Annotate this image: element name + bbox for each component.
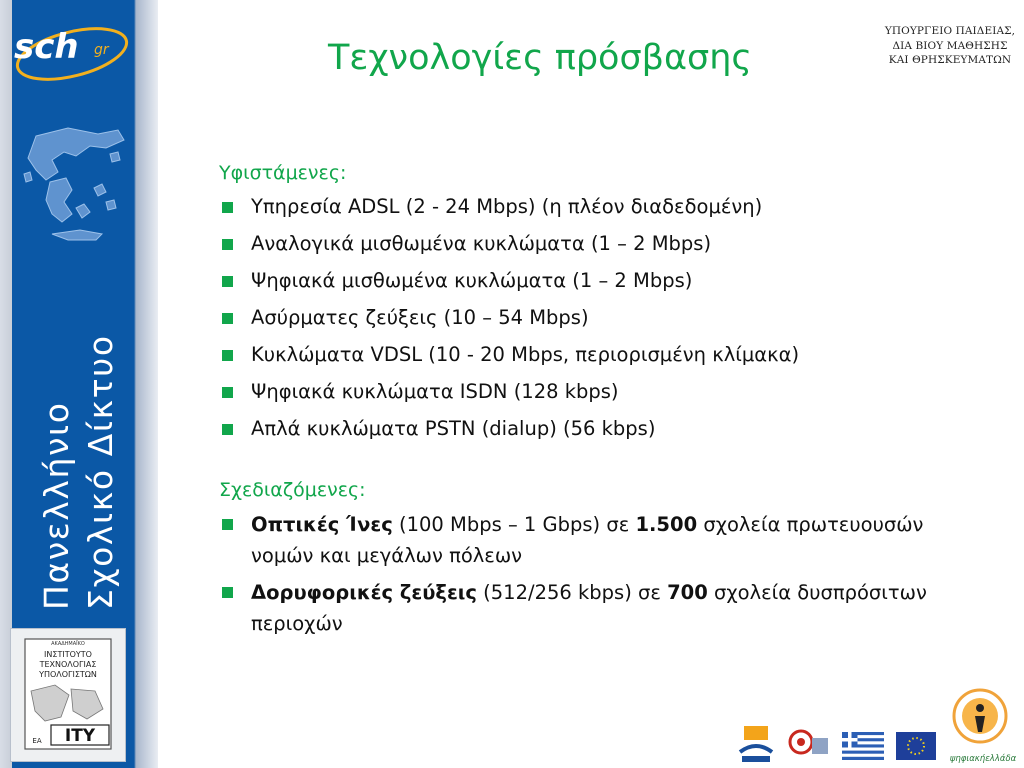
planned-item-name: Δορυφορικές ζεύξεις bbox=[251, 581, 477, 604]
greek-flag-icon bbox=[842, 732, 884, 760]
sidebar bbox=[0, 0, 158, 768]
planned-item-name: Οπτικές Ίνες bbox=[251, 513, 393, 536]
psifiaki-ellada-logo[interactable] bbox=[944, 686, 1022, 766]
bullet-icon bbox=[222, 313, 233, 324]
ministry-line2: ΔΙΑ ΒΙΟΥ ΜΑΘΗΣΗΣ bbox=[892, 39, 1008, 52]
list-item bbox=[219, 225, 939, 262]
list-item-text: Απλά κυκλώματα PSTN (dialup) (56 kbps) bbox=[251, 417, 656, 440]
existing-heading: Υφιστάμενες: bbox=[219, 162, 347, 184]
list-item bbox=[219, 299, 939, 336]
bullet-icon bbox=[222, 424, 233, 435]
list-item bbox=[219, 509, 939, 571]
bullet-icon bbox=[222, 276, 233, 287]
planned-list bbox=[219, 509, 939, 639]
bullet-icon bbox=[222, 350, 233, 361]
ity-ea: ΕΑ bbox=[32, 737, 42, 745]
ministry-line1: ΥΠΟΥΡΓΕΙΟ ΠΑΙΔΕΙΑΣ, bbox=[884, 25, 1016, 37]
ity-logo[interactable] bbox=[10, 628, 126, 762]
planned-item-desc: σχολεία πρωτευουσών νομών και μεγάλων πόλεων bbox=[251, 513, 924, 567]
list-item-text: Ασύρματες ζεύξεις (10 – 54 Mbps) bbox=[251, 306, 589, 329]
ministry-line3: ΚΑΙ ΘΡΗΣΚΕΥΜΑΤΩΝ bbox=[888, 54, 1012, 66]
sch-logo-text: sch bbox=[14, 27, 79, 67]
list-item bbox=[219, 577, 939, 639]
bullet-icon bbox=[222, 519, 233, 530]
vertical-title-line2: Σχολικό Δίκτυο bbox=[81, 334, 120, 610]
ity-code: ΙΤΥ bbox=[64, 726, 96, 746]
section-spacer bbox=[219, 447, 939, 475]
existing-list bbox=[219, 188, 939, 447]
planned-item-speed: (512/256 kbps) σε bbox=[476, 581, 668, 604]
sch-logo-suffix: gr bbox=[94, 42, 109, 58]
planned-item-count: 700 bbox=[667, 581, 708, 604]
list-item bbox=[219, 336, 939, 373]
ity-logo-graphic bbox=[11, 629, 125, 761]
list-item-text: Αναλογικά μισθωμένα κυκλώματα (1 – 2 Mbps) bbox=[251, 232, 712, 255]
list-item-text: Υπηρεσία ADSL (2 - 24 Mbps) (η πλέον διαδεδομένη) bbox=[251, 195, 763, 218]
slide-content bbox=[219, 158, 939, 645]
list-item-text: Ψηφιακά μισθωμένα κυκλώματα (1 – 2 Mbps) bbox=[251, 269, 693, 292]
bullet-icon bbox=[222, 387, 233, 398]
eu-flag-icon bbox=[896, 732, 936, 760]
ministry-header bbox=[876, 24, 1024, 68]
ity-name-line1: ΙΝΣΤΙΤΟΥΤΟ bbox=[44, 650, 92, 659]
olympic-logo-icon bbox=[736, 722, 776, 766]
greece-map-icon bbox=[6, 118, 134, 248]
list-item bbox=[219, 373, 939, 410]
list-item bbox=[219, 188, 939, 225]
email-logo-icon bbox=[788, 728, 830, 760]
planned-heading: Σχεδιαζόμενες: bbox=[219, 479, 366, 501]
ity-small-top: ΑΚΑΔΗΜΑΪΚΟ bbox=[51, 641, 85, 647]
planned-item-speed: (100 Mbps – 1 Gbps) σε bbox=[392, 513, 636, 536]
list-item-text: Ψηφιακά κυκλώματα ISDN (128 kbps) bbox=[251, 380, 619, 403]
sch-logo[interactable] bbox=[10, 18, 130, 84]
list-item-text: Κυκλώματα VDSL (10 - 20 Mbps, περιορισμένη κλίμακα) bbox=[251, 343, 800, 366]
list-item bbox=[219, 262, 939, 299]
ity-name-line2: ΤΕΧΝΟΛΟΓΙΑΣ bbox=[39, 660, 97, 669]
slide-title: Τεχνολογίες πρόσβασης bbox=[328, 38, 752, 78]
list-item bbox=[219, 410, 939, 447]
psifiaki-logo-text: ψηφιακήελλάδα bbox=[949, 754, 1017, 764]
bullet-icon bbox=[222, 239, 233, 250]
planned-item-count: 1.500 bbox=[635, 513, 698, 536]
ity-name-line3: ΥΠΟΛΟΓΙΣΤΩΝ bbox=[39, 670, 97, 679]
bullet-icon bbox=[222, 202, 233, 213]
bullet-icon bbox=[222, 587, 233, 598]
vertical-title-line1: Πανελλήνιο bbox=[37, 401, 76, 610]
planned-item-desc: σχολεία δυσπρόσιτων περιοχών bbox=[251, 581, 927, 635]
